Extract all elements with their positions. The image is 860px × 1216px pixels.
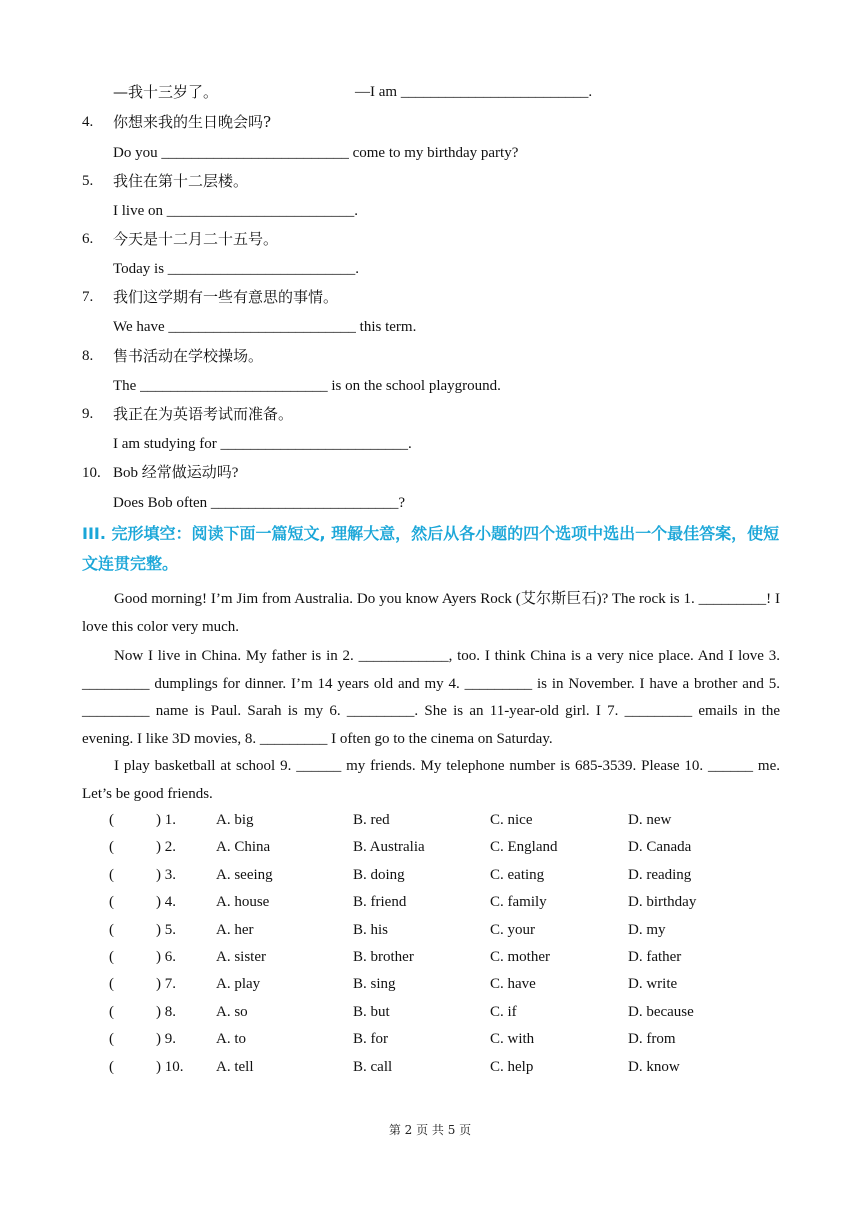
option-c: C. family <box>490 894 547 911</box>
option-a: A. to <box>216 1031 246 1048</box>
item-chinese: 我住在第十二层楼。 <box>113 172 249 190</box>
item-number: 9. <box>82 406 94 422</box>
option-c: C. England <box>490 839 558 856</box>
item-number: 10. <box>82 465 101 481</box>
answer-bracket: ( <box>109 812 114 828</box>
item-english: The _________________________ is on the school playground. <box>113 378 501 394</box>
item-chinese: 售书活动在学校操场。 <box>113 347 264 365</box>
item-chinese: 我正在为英语考试而准备。 <box>113 405 294 423</box>
item-number: 4. <box>82 114 94 130</box>
option-a: A. seeing <box>216 866 273 883</box>
question-number: ) 2. <box>156 839 176 856</box>
page-footer: 第 2 页 共 5 页 <box>388 1123 472 1137</box>
item-chinese: 今天是十二月二十五号。 <box>113 230 279 248</box>
option-b: B. his <box>353 921 389 938</box>
item-english: Today is _________________________. <box>113 261 360 277</box>
option-row <box>0 868 860 888</box>
item-number: 7. <box>82 289 94 305</box>
option-d: D. because <box>628 1003 694 1020</box>
option-row <box>0 923 860 943</box>
item-chinese: 你想来我的生日晚会吗? <box>113 113 272 131</box>
question-number: ) 8. <box>156 1003 176 1020</box>
option-a: A. so <box>216 1003 248 1020</box>
option-row <box>0 895 860 915</box>
answer-bracket: ( <box>109 1031 114 1048</box>
item-english: Do you _________________________ come to my birthday party? <box>113 145 519 161</box>
item-english: Does Bob often _________________________? <box>113 495 406 511</box>
option-a: A. sister <box>216 949 266 965</box>
question-number: ) 6. <box>156 949 176 965</box>
item-number: 6. <box>82 231 94 247</box>
option-b: B. friend <box>353 894 407 911</box>
option-b: B. sing <box>353 976 396 993</box>
option-d: D. new <box>628 812 672 828</box>
answer-bracket: ( <box>109 839 114 856</box>
option-row <box>0 1005 860 1025</box>
item-english: We have _________________________ this term. <box>113 319 417 335</box>
answer-bracket: ( <box>109 866 114 883</box>
item-chinese: 我们这学期有一些有意思的事情。 <box>113 288 339 306</box>
item-number: 5. <box>82 173 94 189</box>
option-c: C. help <box>490 1058 534 1075</box>
question-number: ) 3. <box>156 866 176 883</box>
option-d: D. father <box>628 949 682 965</box>
q3-chinese-answer: —我十三岁了。 <box>113 83 219 101</box>
option-a: A. her <box>216 921 254 938</box>
passage-paragraph: Now I live in China. My father is in 2. ____________, too. I think China is a very nice place. And I love 3. _________ dumplings for dinner. I’m 14 years old and my 4. _________ is in November. I have a brother and 5. _________ name is Paul. Sarah is my 6. _________. She is an 11-year-old girl. I 7. _________ emails in the evening. I like 3D movies, 8. _________ I often go to the cinema on Saturday. <box>82 648 780 747</box>
option-b: B. brother <box>353 949 414 965</box>
option-row <box>0 1060 860 1080</box>
option-b: B. red <box>353 812 390 828</box>
passage-paragraph: I play basketball at school 9. ______ my friends. My telephone number is 685-3539. Please 10. ______ me. Let’s be good friends. <box>82 758 780 802</box>
option-a: A. tell <box>216 1058 254 1075</box>
passage-paragraph: Good morning! I’m Jim from Australia. Do you know Ayers Rock (艾尔斯巨石)? The rock is 1. _________! I love this color very much. <box>82 591 780 635</box>
answer-bracket: ( <box>109 949 114 965</box>
option-c: C. with <box>490 1031 535 1048</box>
question-number: ) 1. <box>156 812 176 828</box>
option-b: B. for <box>353 1031 388 1048</box>
option-d: D. know <box>628 1058 680 1075</box>
option-a: A. house <box>216 894 270 911</box>
option-row <box>0 977 860 997</box>
option-d: D. reading <box>628 866 692 883</box>
item-english: I am studying for _________________________. <box>113 436 412 452</box>
question-number: ) 5. <box>156 921 176 938</box>
option-d: D. my <box>628 921 666 938</box>
answer-bracket: ( <box>109 1003 114 1020</box>
option-a: A. big <box>216 812 254 828</box>
option-b: B. call <box>353 1058 393 1075</box>
option-d: D. from <box>628 1031 676 1048</box>
option-row <box>0 1032 860 1052</box>
option-c: C. nice <box>490 812 533 828</box>
option-b: B. doing <box>353 866 405 883</box>
option-b: B. but <box>353 1003 390 1020</box>
option-row <box>0 950 860 970</box>
option-d: D. write <box>628 976 678 993</box>
option-row <box>0 840 860 860</box>
option-a: A. China <box>216 839 271 856</box>
item-chinese: Bob 经常做运动吗? <box>113 465 239 481</box>
option-b: B. Australia <box>353 839 425 856</box>
answer-bracket: ( <box>109 894 114 911</box>
option-c: C. have <box>490 976 536 993</box>
answer-bracket: ( <box>109 1058 114 1075</box>
option-c: C. your <box>490 921 535 938</box>
question-number: ) 4. <box>156 894 176 911</box>
option-a: A. play <box>216 976 261 993</box>
answer-bracket: ( <box>109 921 114 938</box>
answer-bracket: ( <box>109 976 114 993</box>
question-number: ) 9. <box>156 1031 176 1048</box>
section-heading: III. 完形填空：阅读下面一篇短文, 理解大意，然后从各小题的四个选项中选出一个最佳答案，使短文连贯完整。 <box>82 524 780 573</box>
q3-english-answer: —I am _________________________. <box>355 84 593 100</box>
option-c: C. eating <box>490 866 545 883</box>
option-d: D. birthday <box>628 894 697 911</box>
question-number: ) 7. <box>156 976 176 993</box>
item-english: I live on _________________________. <box>113 203 358 219</box>
option-d: D. Canada <box>628 839 692 856</box>
question-number: ) 10. <box>156 1058 184 1075</box>
item-number: 8. <box>82 348 94 364</box>
option-row <box>0 813 860 833</box>
option-c: C. if <box>490 1003 517 1020</box>
option-c: C. mother <box>490 949 550 965</box>
